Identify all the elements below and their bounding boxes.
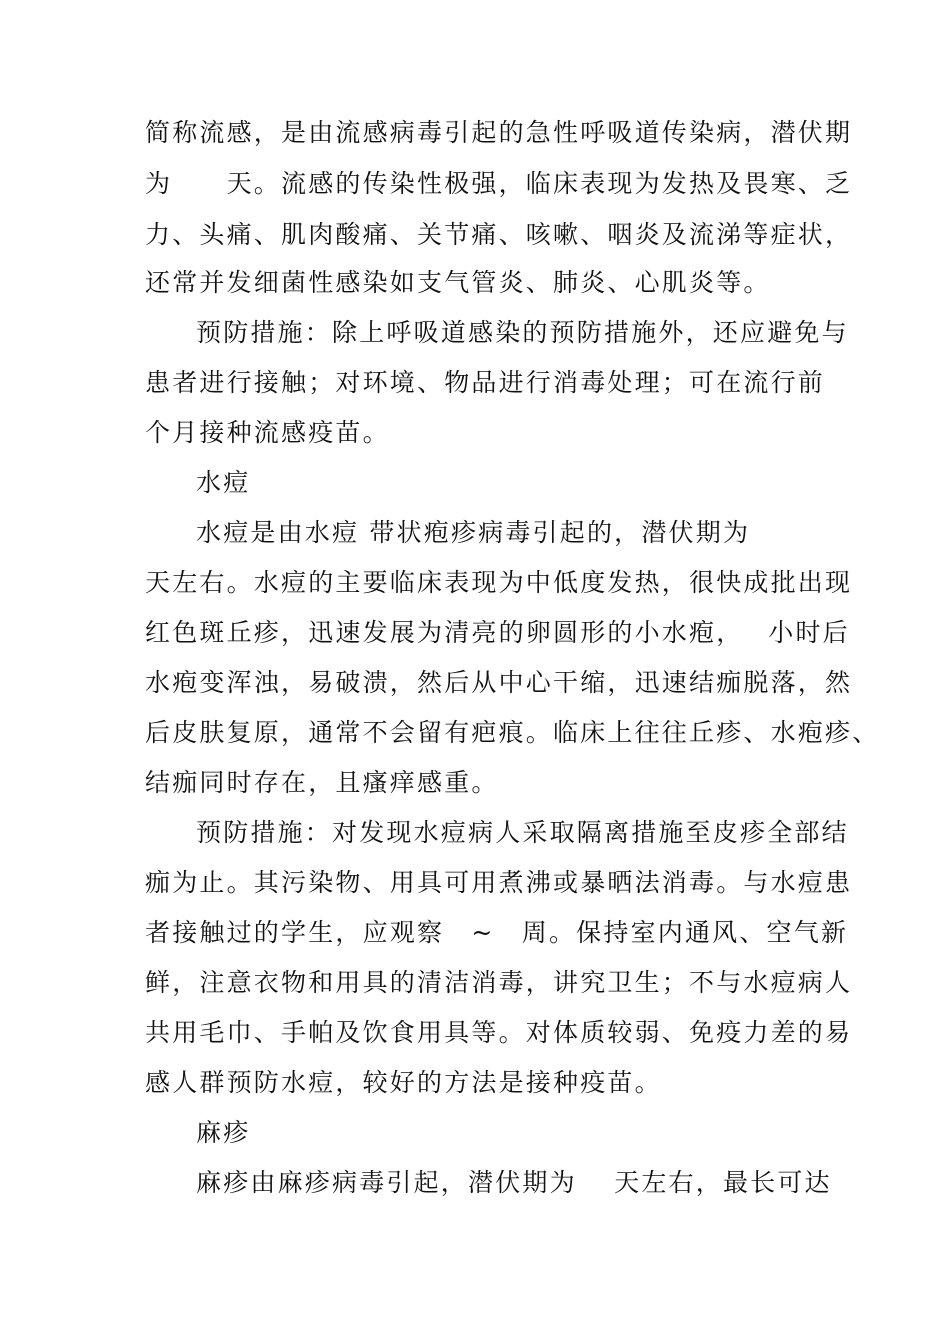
text-line: 者接触过的学生，应观察 ~ 周。保持室内通风、空气新 [145,918,849,947]
text-line: 水疱变浑浊，易破溃，然后从中心干缩，迅速结痂脱落，然 [145,668,853,697]
text-line: 个月接种流感疫苗。 [145,418,390,447]
text-line: 感人群预防水痘，较好的方法是接种疫苗。 [145,1068,662,1097]
text-line: 预防措施：对发现水痘病人采取隔离措施至皮疹全部结 [196,818,849,847]
text-line: 天左右。水痘的主要临床表现为中低度发热，很快成批出现 [145,568,853,597]
text-line: 力、头痛、肌肉酸痛、关节痛、咳嗽、咽炎及流涕等症状， [145,220,853,249]
text-line: 结痂同时存在，且瘙痒感重。 [145,768,499,797]
text-line: 红色斑丘疹，迅速发展为清亮的卵圆形的小水疱， 小时后 [145,618,850,647]
text-line: 预防措施：除上呼吸道感染的预防措施外，还应避免与 [196,318,849,347]
text-line: 后皮肤复原，通常不会留有疤痕。临床上往往丘疹、水疱疹、 [145,718,880,747]
section-heading: 麻疹 [196,1118,251,1147]
text-line: 患者进行接触；对环境、物品进行消毒处理；可在流行前 [145,368,826,397]
text-line: 麻疹由麻疹病毒引起，潜伏期为 天左右，最长可达 [196,1168,832,1197]
text-line: 还常并发细菌性感染如支气管炎、肺炎、心肌炎等。 [145,268,771,297]
section-heading: 水痘 [196,468,251,497]
text-line: 鲜，注意衣物和用具的清洁消毒，讲究卫生；不与水痘病人 [145,968,853,997]
text-line: 为 天。流感的传染性极强，临床表现为发热及畏寒、乏 [145,169,853,198]
text-line: 痂为止。其污染物、用具可用煮沸或暴晒法消毒。与水痘患 [145,868,853,897]
text-line: 水痘是由水痘 带状疱疹病毒引起的，潜伏期为 [196,518,751,547]
text-line: 共用毛巾、手帕及饮食用具等。对体质较弱、免疫力差的易 [145,1018,853,1047]
text-line: 简称流感，是由流感病毒引起的急性呼吸道传染病，潜伏期 [145,118,853,147]
